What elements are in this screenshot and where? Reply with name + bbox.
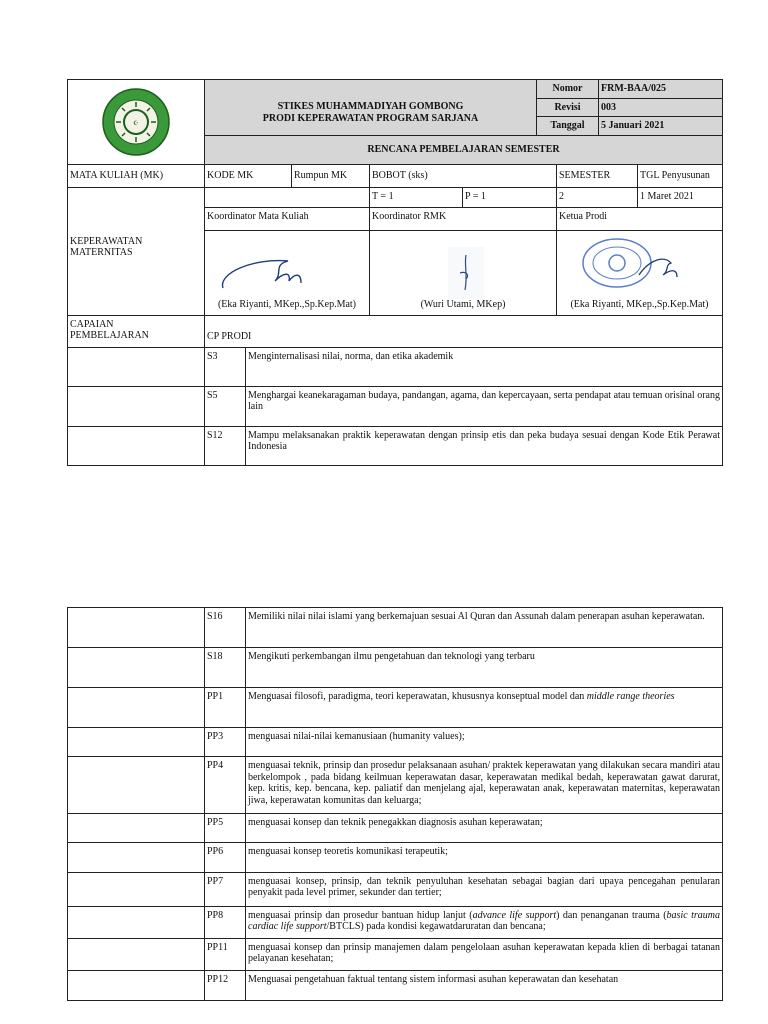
svg-text:☪: ☪ (133, 121, 139, 127)
cp-row-blank (67, 872, 205, 907)
institution-header (204, 79, 537, 136)
meta-label-revisi: Revisi (536, 98, 599, 117)
signature-wuri-utami (446, 245, 486, 301)
signature-eka-riyanti (213, 243, 323, 293)
cp-code: PP4 (204, 756, 246, 814)
cp-text-main: Menguasai filosofi, paradigma, teori keperawatan, khususnya konseptual model dan (248, 691, 587, 702)
cp-text: menguasai konsep teoretis komunikasi terapeutik; (245, 842, 723, 873)
cp-text: menguasai konsep dan prinsip manajemen dalam pengelolaan asuhan keperawatan kepada klien di berbagai tatanan pelayanan kesehatan; (245, 938, 723, 971)
cp-code: S5 (204, 386, 246, 427)
cp-code: PP1 (204, 687, 246, 728)
cp-text-a: menguasai prinsip dan prosedur bantuan hidup lanjut ( (248, 910, 473, 921)
institution-line1: STIKES MUHAMMADIYAH GOMBONG (277, 101, 464, 112)
cp-code: PP11 (204, 938, 246, 971)
cp-code: S12 (204, 426, 246, 466)
doc-title: RENCANA PEMBELAJARAN SEMESTER (204, 135, 723, 165)
cp-text: menguasai nilai-nilai kemanusiaan (humanity values); (245, 727, 723, 757)
cp-text: Mampu melaksanakan praktik keperawatan dengan prinsip etis dan peka budaya sesuai dengan Kode Etik Perawat Indonesia (245, 426, 723, 466)
koordinator-mk-label: Koordinator Mata Kuliah (204, 207, 370, 231)
cp-code: PP6 (204, 842, 246, 873)
cp-text (245, 687, 723, 728)
cp-code: S3 (204, 347, 246, 387)
cp-text: Menguasai pengetahuan faktual tentang sistem informasi asuhan keperawatan dan kesehatan (245, 970, 723, 1001)
koordinator-rmk-name: (Wuri Utami, MKep) (420, 299, 506, 310)
signature-cell-koordinator-rmk (369, 230, 557, 316)
bobot-p: P = 1 (462, 187, 557, 208)
cp-row-blank (67, 426, 205, 466)
cp-row-blank (67, 842, 205, 873)
cp-code: PP5 (204, 813, 246, 843)
cp-text (245, 906, 723, 939)
logo-cell (67, 79, 205, 165)
course-name-cell (67, 187, 205, 316)
cp-text-italic: middle range theories (586, 691, 675, 702)
semester-value: 2 (556, 187, 638, 208)
institution-line2: PRODI KEPERAWATAN PROGRAM SARJANA (262, 113, 479, 124)
kode-mk-value (204, 187, 370, 208)
col-mata-kuliah: MATA KULIAH (MK) (67, 164, 205, 188)
cp-code: PP7 (204, 872, 246, 907)
koordinator-mk-name: (Eka Riyanti, MKep.,Sp.Kep.Mat) (217, 299, 357, 310)
meta-label-tanggal: Tanggal (536, 116, 599, 136)
signature-cell-koordinator-mk (204, 230, 370, 316)
cp-code: PP3 (204, 727, 246, 757)
cp-text: Mengikuti perkembangan ilmu pengetahuan dan teknologi yang terbaru (245, 647, 723, 688)
cp-row-blank (67, 906, 205, 939)
col-rumpun-mk: Rumpun MK (291, 164, 370, 188)
cp-text-italic-b: basic trauma cardiac life support (248, 910, 720, 932)
cp-row-blank (67, 938, 205, 971)
capaian-label-cell (67, 315, 205, 348)
cp-row-blank (67, 607, 205, 648)
meta-label-nomor: Nomor (536, 79, 599, 99)
course-name: KEPERAWATAN MATERNITAS (70, 236, 143, 258)
cp-row-blank (67, 386, 205, 427)
institution-logo (101, 87, 171, 157)
koordinator-rmk-label: Koordinator RMK (369, 207, 557, 231)
cp-text: menguasai teknik, prinsip dan prosedur pelaksanaan asuhan/ praktek keperawatan yang dilakukan secara mandiri atau berkelompok , pada bidang keilmuan keperawatan dasar, keperawatan medikal bedah, keperawatan gawat darurat, kep. kritis, kep. bencana, kep. paliatif dan menjelang ajal, keperawatan anak, keperawatan maternitas, keperawatan jiwa, keperawatan komunitas dan keluarga; (245, 756, 723, 814)
bobot-t: T = 1 (369, 187, 463, 208)
meta-value-nomor: FRM-BAA/025 (598, 79, 723, 99)
cp-text-b: ) dan penanganan trauma ( (556, 910, 667, 921)
cp-row-blank (67, 756, 205, 814)
meta-value-revisi: 003 (598, 98, 723, 117)
col-semester: SEMESTER (556, 164, 638, 188)
cp-row-blank (67, 727, 205, 757)
cp-code: S16 (204, 607, 246, 648)
col-bobot: BOBOT (sks) (369, 164, 557, 188)
stamp-and-signature-kaprodi (579, 235, 689, 291)
cp-row-blank (67, 813, 205, 843)
cp-text: Menghargai keanekaragaman budaya, pandangan, agama, dan kepercayaan, serta pendapat atau temuan orisinal orang lain (245, 386, 723, 427)
cp-prodi-label: CP PRODI (204, 315, 723, 348)
cp-row-blank (67, 687, 205, 728)
capaian-label: CAPAIAN PEMBELAJARAN (70, 319, 149, 341)
signature-cell-kaprodi (556, 230, 723, 316)
cp-code: PP12 (204, 970, 246, 1001)
col-kode-mk: KODE MK (204, 164, 292, 188)
cp-row-blank (67, 347, 205, 387)
cp-text: Memiliki nilai nilai islami yang berkemajuan sesuai Al Quran dan Assunah dalam penerapan asuhan keperawatan. (245, 607, 723, 648)
cp-text-italic-a: advance life support (472, 910, 557, 921)
kaprodi-label: Ketua Prodi (556, 207, 723, 231)
col-tgl-penyusunan: TGL Penyusunan (637, 164, 723, 188)
cp-row-blank (67, 647, 205, 688)
cp-text-c: /BTCLS) pada kondisi kegawatdaruratan dan bencana; (326, 921, 546, 932)
cp-text: menguasai konsep dan teknik penegakkan diagnosis asuhan keperawatan; (245, 813, 723, 843)
cp-text: Menginternalisasi nilai, norma, dan etika akademik (245, 347, 723, 387)
meta-value-tanggal: 5 Januari 2021 (598, 116, 723, 136)
tgl-value: 1 Maret 2021 (637, 187, 723, 208)
cp-code: S18 (204, 647, 246, 688)
kaprodi-name: (Eka Riyanti, MKep.,Sp.Kep.Mat) (570, 299, 709, 310)
cp-text: menguasai konsep, prinsip, dan teknik penyuluhan kesehatan sebagai bagian dari upaya pencegahan penularan penyakit pada level primer, sekunder dan tertier; (245, 872, 723, 907)
cp-row-blank (67, 970, 205, 1001)
cp-code: PP8 (204, 906, 246, 939)
